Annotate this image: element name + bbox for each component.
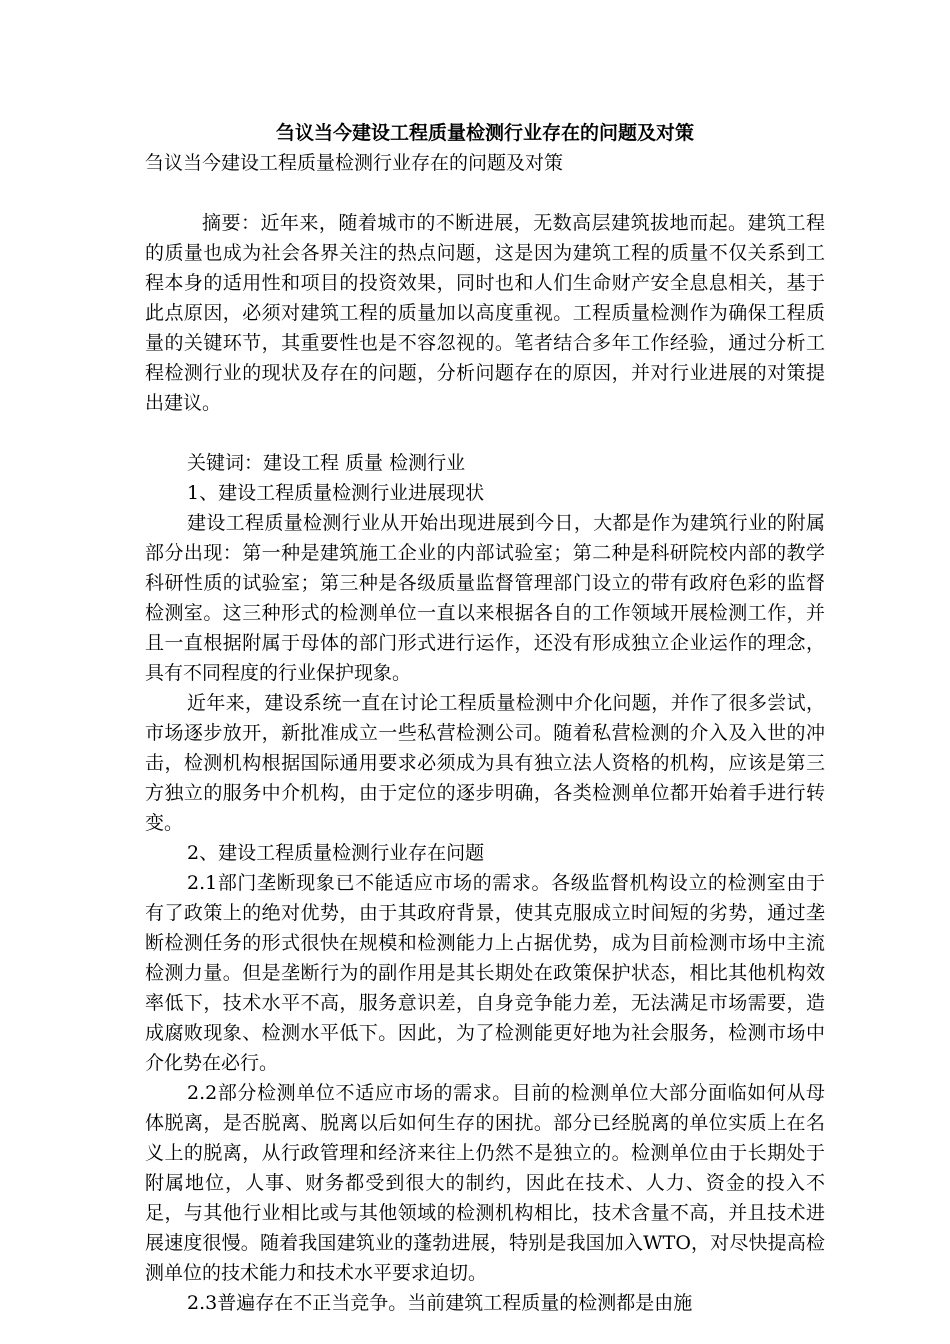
section-2-1-paragraph: 2.1部门垄断现象已不能适应市场的需求。各级监督机构设立的检测室由于有了政策上的绝对优势，由于其政府背景，使其克服成立时间短的劣势，通过垄断检测任务的形式很快在规模和检测能力上占据优势，成为目前检测市场中主流检测力量。但是垄断行为的副作用是其长期处在政策保护状态，相比其他机构效率低下，技术水平不高，服务意识差，自身竞争能力差，无法满足市场需要，造成腐败现象、检测水平低下。因此，为了检测能更好地为社会服务，检测市场中介化势在必行。 bbox=[145, 872, 825, 1074]
document-title: 刍议当今建设工程质量检测行业存在的问题及对策 bbox=[275, 122, 694, 144]
section-2-3-paragraph: 2.3普遍存在不正当竞争。当前建筑工程质量的检测都是由施 bbox=[187, 1292, 693, 1314]
blank-line bbox=[145, 418, 825, 448]
section-1-heading: 1、建设工程质量检测行业进展现状 bbox=[187, 482, 485, 504]
section-2-heading: 2、建设工程质量检测行业存在问题 bbox=[187, 842, 485, 864]
section-1-paragraph-1: 建设工程质量检测行业从开始出现进展到今日，大都是作为建筑行业的附属部分出现：第一种是建筑施工企业的内部试验室；第二种是科研院校内部的教学科研性质的试验室；第三种是各级质量监督管理部门设立的带有政府色彩的监督检测室。这三种形式的检测单位一直以来根据各自的工作领域开展检测工作，并且一直根据附属于母体的部门形式进行运作，还没有形成独立企业运作的理念，具有不同程度的行业保护现象。 bbox=[145, 512, 825, 684]
section-1-paragraph-2: 近年来，建设系统一直在讨论工程质量检测中介化问题，并作了很多尝试，市场逐步放开，新批准成立一些私营检测公司。随着私营检测的介入及入世的冲击，检测机构根据国际通用要求必须成为具有独立法人资格的机构，应该是第三方独立的服务中介机构，由于定位的逐步明确，各类检测单位都开始着手进行转变。 bbox=[145, 692, 825, 834]
document-subtitle: 刍议当今建设工程质量检测行业存在的问题及对策 bbox=[145, 152, 564, 174]
document-page bbox=[145, 118, 825, 1318]
section-2-2-paragraph: 2.2部分检测单位不适应市场的需求。目前的检测单位大部分面临如何从母体脱离，是否脱离、脱离以后如何生存的困扰。部分已经脱离的单位实质上在名义上的脱离，从行政管理和经济来往上仍然不是独立的。检测单位由于长期处于附属地位，人事、财务都受到很大的制约，因此在技术、人力、资金的投入不足，与其他行业相比或与其他领域的检测机构相比，技术含量不高，并且技术进展速度很慢。随着我国建筑业的蓬勃进展，特别是我国加入WTO，对尽快提高检测单位的技术能力和技术水平要求迫切。 bbox=[145, 1082, 825, 1284]
abstract-paragraph: 摘要：近年来，随着城市的不断进展，无数高层建筑拔地而起。建筑工程的质量也成为社会各界关注的热点问题，这是因为建筑工程的质量不仅关系到工程本身的适用性和项目的投资效果，同时也和人们生命财产安全息息相关，基于此点原因，必须对建筑工程的质量加以高度重视。工程质量检测作为确保工程质量的关键环节，其重要性也是不容忽视的。笔者结合多年工作经验，通过分析工程检测行业的现状及存在的问题，分析问题存在的原因，并对行业进展的对策提出建议。 bbox=[145, 212, 825, 414]
keywords-line: 关键词：建设工程 质量 检测行业 bbox=[187, 452, 466, 474]
blank-line bbox=[145, 178, 825, 208]
